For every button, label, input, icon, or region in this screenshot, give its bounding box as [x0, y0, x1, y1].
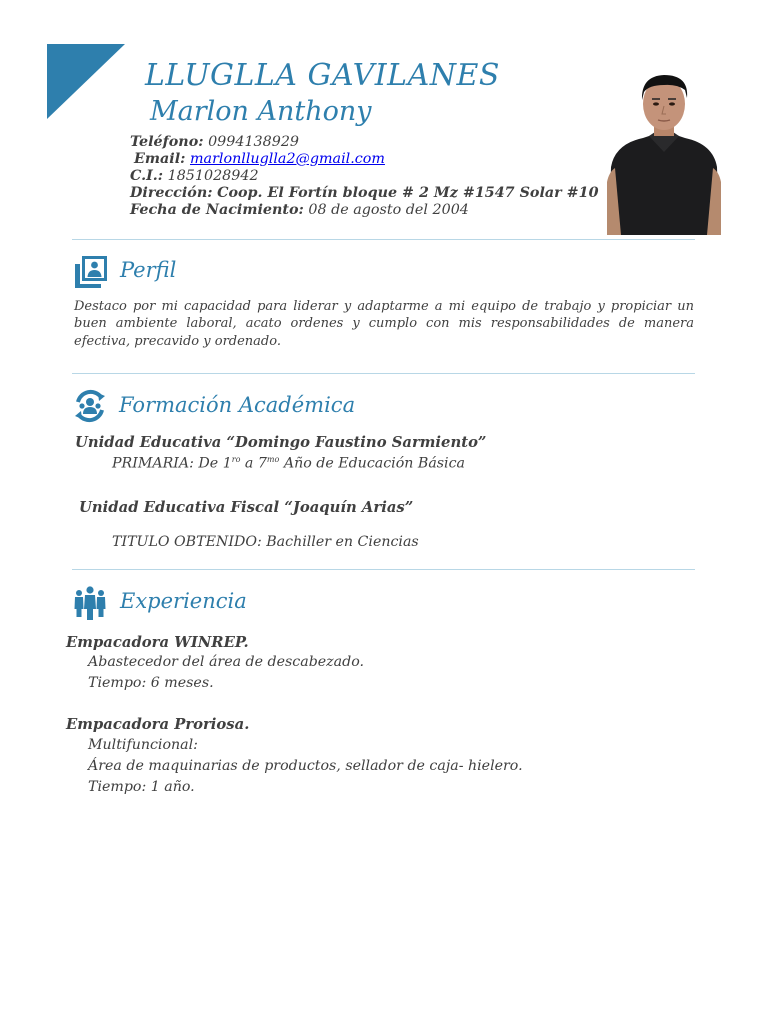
school-1-detail-prefix: PRIMARIA: De 1: [112, 455, 232, 472]
job-1-role: Abastecedor del área de descabezado.: [88, 654, 364, 670]
email-link[interactable]: marlonlluglla2@gmail.com: [189, 151, 385, 167]
job-2-role: Multifuncional:: [88, 737, 198, 753]
school-1-detail-suffix: Año de Educación Básica: [279, 455, 466, 472]
birth-line: [130, 202, 469, 219]
school-2-name: Unidad Educativa Fiscal “Joaquín Arias”: [79, 499, 414, 516]
ci-label: C.I.:: [130, 168, 164, 184]
school-1-sup-1: ro: [231, 455, 241, 464]
education-section-title: Formación Académica: [119, 393, 356, 417]
email-label: Email:: [134, 151, 186, 167]
phone-label: Teléfono:: [130, 134, 204, 150]
job-1-company: Empacadora WINREP.: [66, 634, 249, 651]
phone-value: 0994138929: [208, 134, 300, 150]
profile-card-icon: [73, 254, 109, 290]
school-1-sup-2: mo: [266, 455, 280, 464]
email-line: [134, 151, 385, 168]
profile-text: Destaco por mi capacidad para liderar y adaptarme a mi equipo de trabajo y propiciar un buen ambiente laboral, acato ordenes y cumplo con mis responsabilidades de manera efectiva, precavido y ordenado.: [74, 299, 694, 349]
job-1-time: Tiempo: 6 meses.: [88, 675, 214, 691]
experience-team-icon: [72, 585, 108, 621]
job-2-area: Área de maquinarias de productos, sellador de caja- hielero.: [88, 758, 523, 774]
address-label: Dirección:: [130, 185, 213, 201]
school-1-detail-mid: a 7: [240, 455, 267, 472]
address-line: [130, 185, 599, 202]
address-value: Coop. El Fortín bloque # 2 Mz #1547 Solar #10: [217, 185, 599, 201]
school-2-detail: TITULO OBTENIDO: Bachiller en Ciencias: [112, 534, 419, 550]
divider: [72, 569, 695, 570]
profile-section-title: Perfil: [120, 258, 177, 282]
last-name-heading: LLUGLLA GAVILANES: [145, 58, 500, 93]
corner-triangle-decoration: [47, 44, 125, 119]
first-name-heading: Marlon Anthony: [150, 96, 372, 127]
job-2-time: Tiempo: 1 año.: [88, 779, 195, 795]
phone-line: [130, 134, 299, 151]
job-2-company: Empacadora Proriosa.: [66, 716, 250, 733]
ci-value: 1851028942: [167, 168, 259, 184]
education-people-icon: [72, 388, 108, 424]
ci-line: [130, 168, 259, 185]
divider: [72, 239, 695, 240]
divider: [72, 373, 695, 374]
birth-value: 08 de agosto del 2004: [308, 202, 469, 218]
school-1-detail: [112, 455, 465, 472]
school-1-name: Unidad Educativa “Domingo Faustino Sarmiento”: [75, 434, 487, 451]
birth-label: Fecha de Nacimiento:: [130, 202, 304, 218]
experience-section-title: Experiencia: [120, 589, 247, 613]
profile-photo: [599, 72, 729, 235]
